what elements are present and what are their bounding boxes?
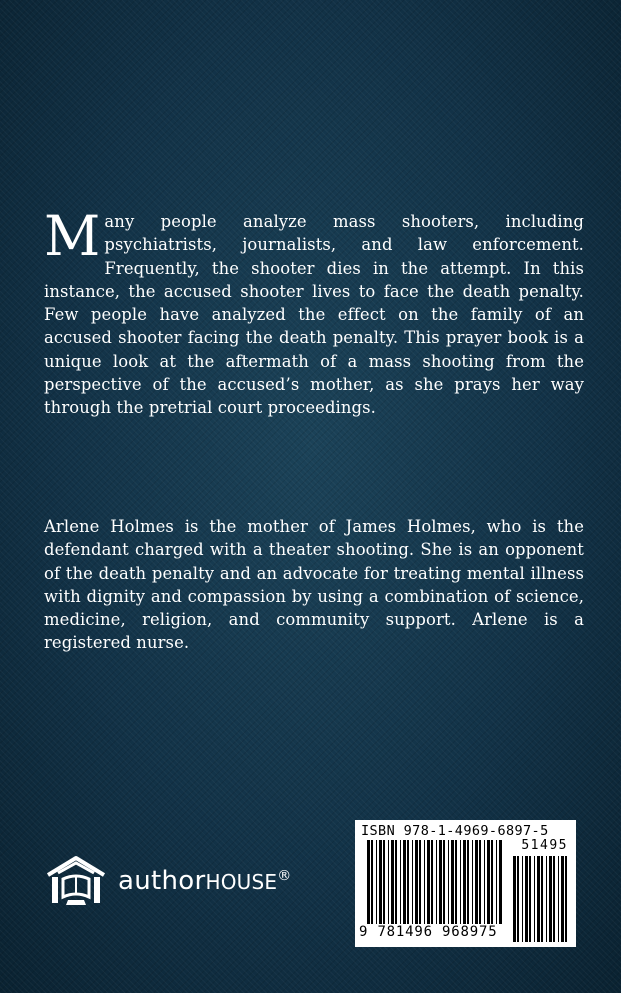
barcode-bar (487, 840, 490, 924)
barcode-bar (467, 840, 469, 924)
barcode-bar (561, 856, 564, 942)
barcode-bar (443, 840, 445, 924)
barcode-bar (439, 840, 442, 924)
barcode-bar (565, 856, 567, 942)
publisher-logo (44, 853, 344, 909)
isbn-barcode (355, 820, 576, 947)
barcode-bar (484, 840, 485, 924)
barcode-bar (424, 840, 425, 924)
barcode-bar (537, 856, 540, 942)
barcode-bar (419, 840, 421, 924)
barcode-bar (383, 840, 385, 924)
barcode-bar (496, 840, 497, 924)
barcode-bar (455, 840, 457, 924)
barcode-bar (448, 840, 449, 924)
barcode-bar (407, 840, 409, 924)
barcode-bar (403, 840, 406, 924)
barcode-bar (460, 840, 461, 924)
authorhouse-book-house-icon (44, 853, 108, 909)
barcode-bar (400, 840, 401, 924)
barcode-bar (367, 840, 370, 924)
barcode-bar (391, 840, 394, 924)
back-cover-blurb (44, 204, 584, 420)
publisher-wordmark (118, 866, 292, 896)
barcode-bar (546, 856, 547, 942)
barcode-bar (412, 840, 413, 924)
registered-mark: ® (277, 868, 292, 884)
ean-digits: 9 781496 968975 (359, 924, 498, 940)
barcode-bar (499, 840, 502, 924)
barcode-bar (415, 840, 418, 924)
barcode-bar (436, 840, 437, 924)
isbn-label: ISBN 978-1-4969-6897-5 (361, 823, 549, 839)
blurb-text: any people analyze mass shooters, including psychiatrists, journalists, and law enforcement. Frequently, the shooter dies in the attempt. In this instance, the accused shooter lives to face the death penalty. Few people have analyzed the effect on the family of an accused shooter facing the death penalty. This prayer book is a unique look at the aftermath of a mass shooting from the perspective of the accused’s mother, as she prays her way through the pretrial court proceedings. (44, 212, 584, 418)
barcode-bar (463, 840, 466, 924)
barcode-bar (513, 856, 516, 942)
barcode-bar (395, 840, 397, 924)
barcode-bar (529, 856, 531, 942)
barcode-bar (427, 840, 430, 924)
barcode-bar (388, 840, 389, 924)
barcode-bar (472, 840, 473, 924)
barcode-bar (379, 840, 382, 924)
barcode-bar (534, 856, 535, 942)
barcode-bar (525, 856, 528, 942)
barcode-bar (522, 856, 523, 942)
barcode-bar (549, 856, 552, 942)
drop-cap: M (44, 204, 101, 268)
barcode-bar (376, 840, 377, 924)
barcode-bar (479, 840, 481, 924)
price-code: 51495 (521, 838, 568, 853)
barcode-bar (558, 856, 559, 942)
barcode-bar (541, 856, 543, 942)
barcode-bar (451, 840, 454, 924)
wordmark-author: author (118, 866, 206, 896)
author-bio: Arlene Holmes is the mother of James Holmes, who is the defendant charged with a theater shooting. She is an opponent of the death penalty and an advocate for treating mental illness with dignity and compassion by using a combination of science, medicine, religion, and community support. Arlene is a registered nurse. (44, 517, 584, 653)
wordmark-house: HOUSE (205, 870, 278, 894)
barcode-bar (491, 840, 493, 924)
barcode-bar (371, 840, 373, 924)
barcode-bar (553, 856, 555, 942)
barcode-bar (475, 840, 478, 924)
barcode-bar (431, 840, 433, 924)
barcode-bar (517, 856, 519, 942)
